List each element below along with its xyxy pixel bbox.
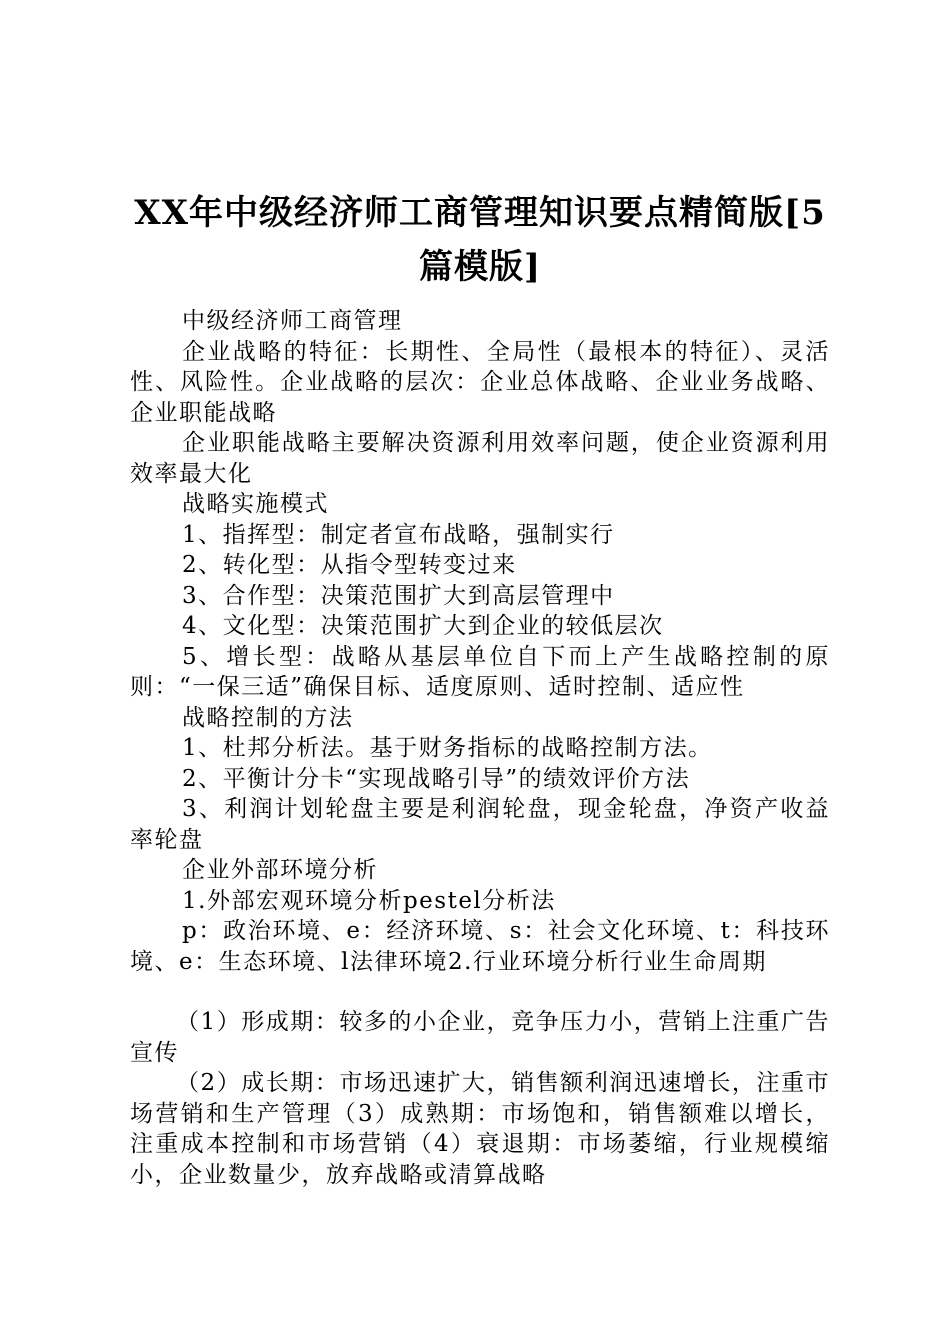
document-title: XX年中级经济师工商管理知识要点精简版[5篇模版] [134,193,826,287]
paragraph: 1、杜邦分析法。基于财务指标的战略控制方法。 [182,735,713,761]
paragraph: 企业职能战略主要解决资源利用效率问题，使企业资源利用效率最大化 [130,430,830,487]
document-page [130,0,830,1344]
paragraph: 1.外部宏观环境分析pestel分析法 [182,887,556,914]
paragraph: （1）形成期：较多的小企业，竞争压力小，营销上注重广告宣传 [130,1009,830,1066]
paragraph: 2、转化型：从指令型转变过来 [182,552,517,578]
paragraph: 企业战略的特征：长期性、全局性（最根本的特征）、灵活性、风险性。企业战略的层次：企业总体战略、企业业务战略、企业职能战略 [130,338,830,426]
paragraph: 中级经济师工商管理 [182,308,403,334]
document-body [130,306,830,1190]
paragraph: 3、利润计划轮盘主要是利润轮盘，现金轮盘，净资产收益率轮盘 [130,796,830,853]
paragraph: 1、指挥型：制定者宣布战略，强制实行 [182,521,615,548]
paragraph: 5、增长型：战略从基层单位自下而上产生战略控制的原则：“一保三适”确保目标、适度原则、适时控制、适应性 [130,643,830,700]
paragraph: （2）成长期：市场迅速扩大，销售额利润迅速增长，注重市场营销和生产管理（3）成熟期：市场饱和，销售额难以增长，注重成本控制和市场营销（4）衰退期：市场萎缩，行业规模缩小，企业数量少，放弃战略或清算战略 [130,1070,830,1188]
paragraph: 3、合作型：决策范围扩大到高层管理中 [182,582,615,609]
paragraph: p：政治环境、e：经济环境、s：社会文化环境、t：科技环境、e：生态环境、l法律环境2.行业环境分析行业生命周期 [130,918,830,975]
blank-line [130,977,830,1007]
paragraph: 2、平衡计分卡“实现战略引导”的绩效评价方法 [182,765,691,792]
paragraph: 战略控制的方法 [182,704,354,731]
paragraph: 战略实施模式 [182,491,329,517]
paragraph: 4、文化型：决策范围扩大到企业的较低层次 [182,613,664,639]
paragraph: 企业外部环境分析 [182,857,378,883]
